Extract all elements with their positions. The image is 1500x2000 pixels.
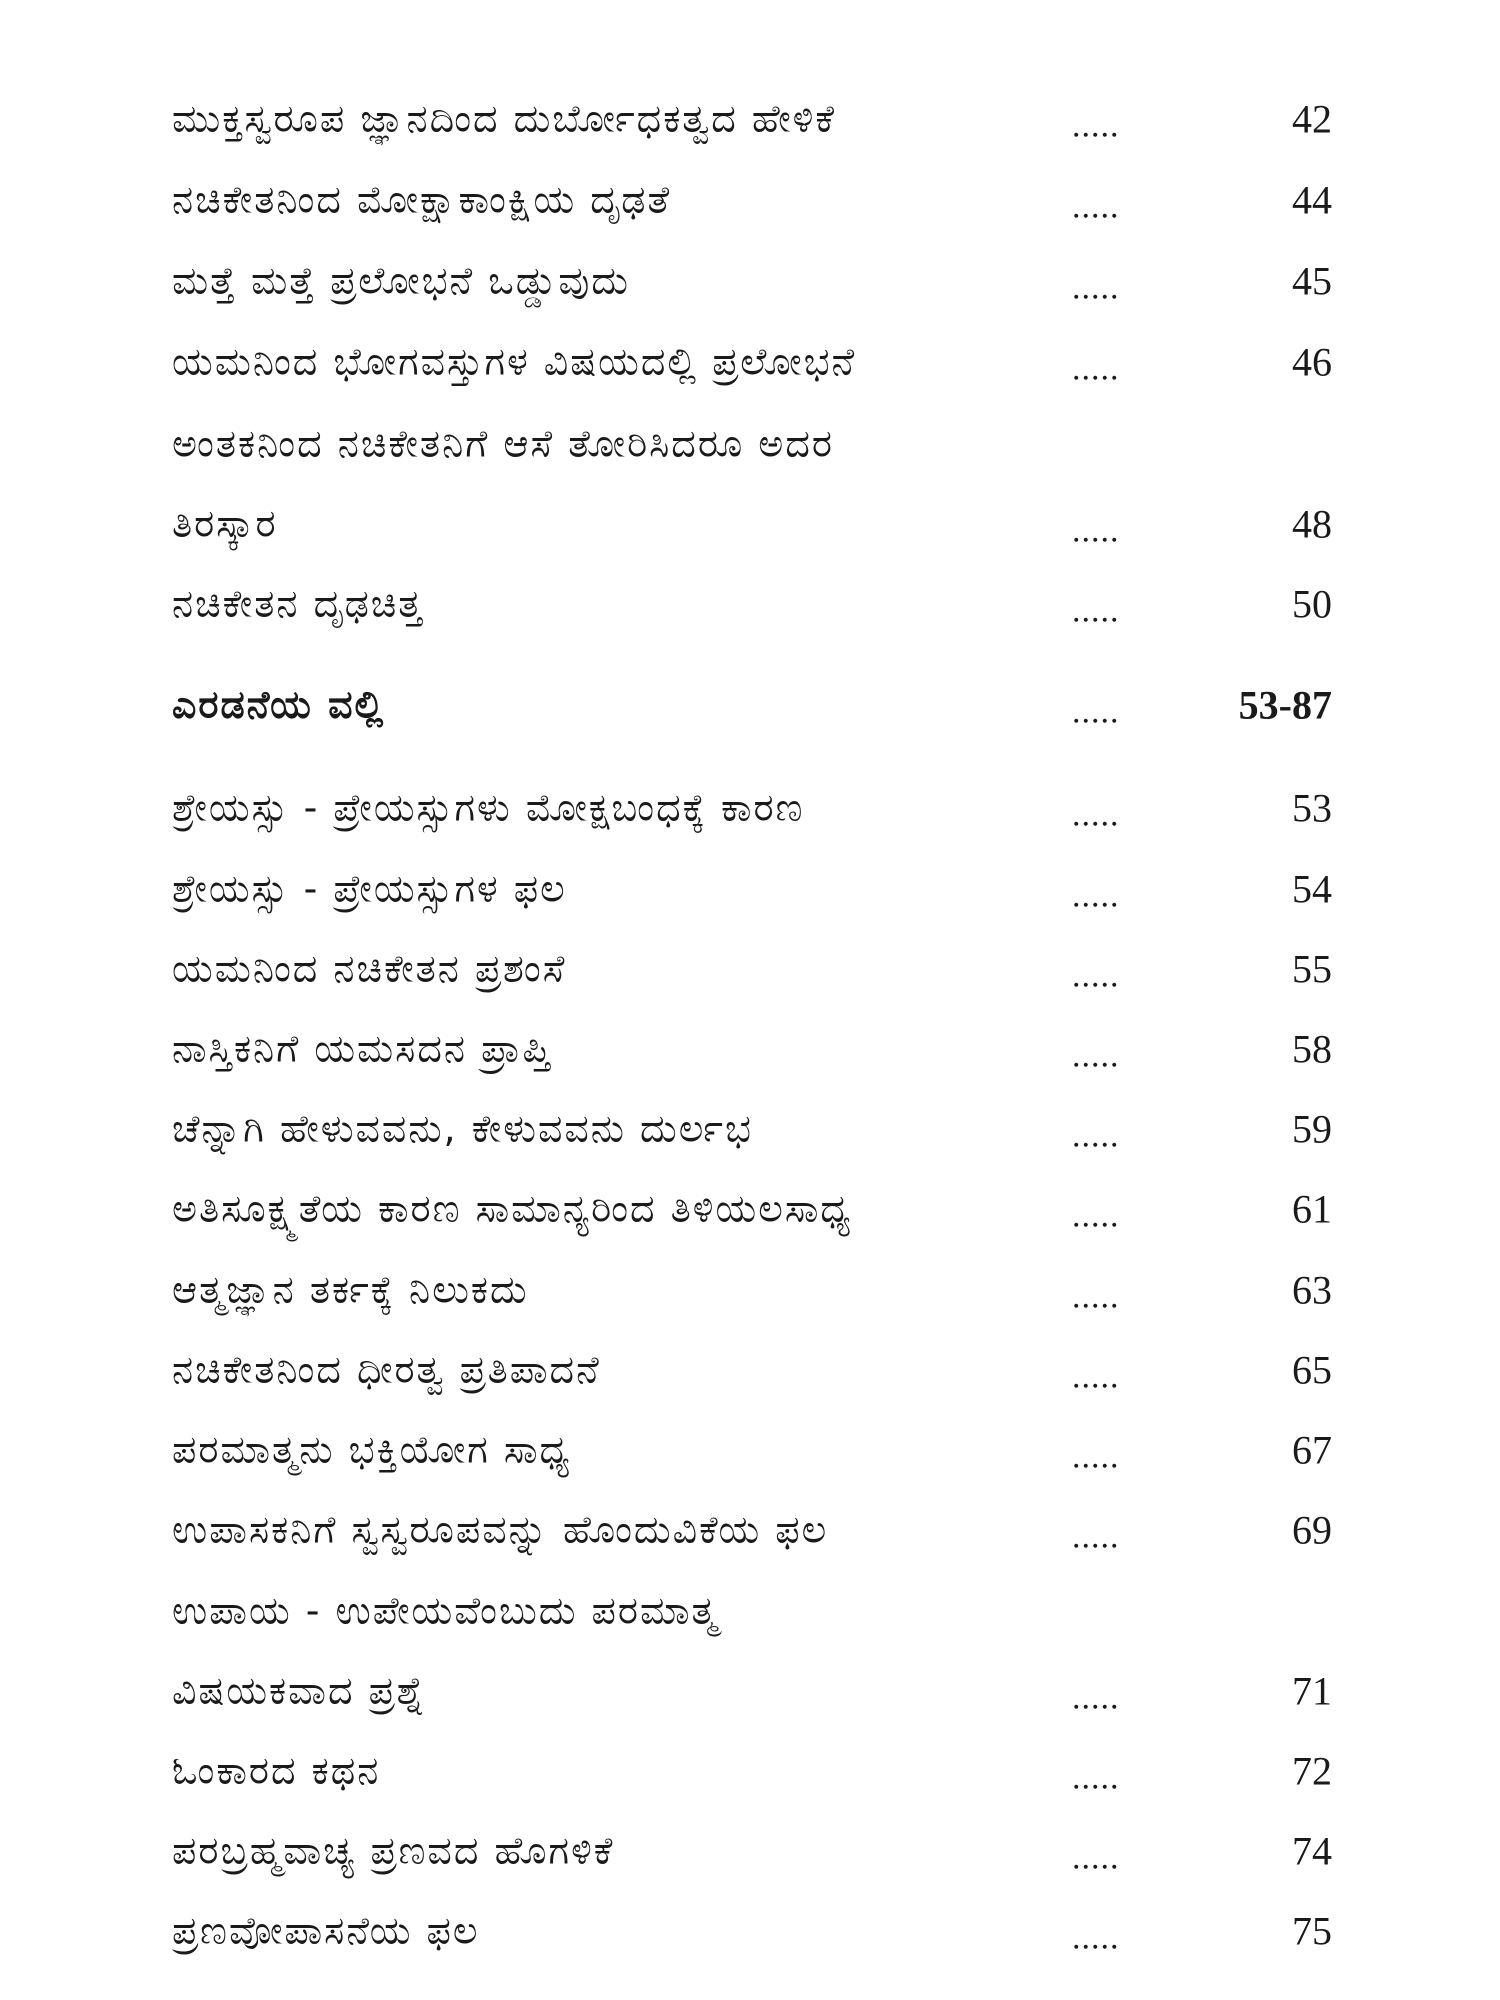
toc-dot-leader: ..... [1072,957,1120,995]
toc-entry [0,1731,1500,1811]
toc-entry-title: ಚೆನ್ನಾಗಿ ಹೇಳುವವನು, ಕೇಳುವವನು ದುರ್ಲಭ [172,1106,753,1151]
toc-dot-leader: ..... [1072,512,1120,550]
toc-section-heading [0,665,1500,745]
toc-entry-title: ಮುಕ್ತಸ್ವರೂಪ ಜ್ಞಾನದಿಂದ ದುರ್ಬೋಧಕತ್ವದ ಹೇಳಿಕೆ [172,96,837,141]
toc-entry-title: ಮತ್ತೆ ಮತ್ತೆ ಪ್ರಲೋಭನೆ ಒಡ್ಡುವುದು [172,258,630,303]
toc-dot-leader: ..... [1072,350,1120,388]
toc-entry-title: ನಚಿಕೇತನ ದೃಢಚಿತ್ತ [172,581,424,626]
toc-dot-leader: ..... [1072,1117,1120,1155]
toc-entry-title: ಉಪಾಯ - ಉಪೇಯವೆಂಬುದು ಪರಮಾತ್ಮ [172,1588,719,1633]
toc-dot-leader: ..... [1072,796,1120,834]
toc-entry-title: ಪರಮಾತ್ಮನು ಭಕ್ತಿಯೋಗ ಸಾಧ್ಯ [172,1427,572,1472]
toc-entry [0,1330,1500,1410]
toc-page-number: 67 [1292,1427,1332,1473]
toc-entry [0,1169,1500,1249]
toc-entry-title: ಎರಡನೆಯ ವಲ್ಲಿ [172,682,386,727]
toc-page-number: 45 [1292,258,1332,304]
toc-entry-title: ಶ್ರೇಯಸ್ಸು - ಪ್ರೇಯಸ್ಸುಗಳು ಮೋಕ್ಷಬಂಧಕ್ಕೆ ಕಾರಣ [172,785,805,830]
toc-entry [0,1490,1500,1570]
toc-page-number: 58 [1292,1026,1332,1072]
toc-entry [0,1651,1500,1731]
toc-entry-title: ಅಂತಕನಿಂದ ನಚಿಕೇತನಿಗೆ ಆಸೆ ತೋರಿಸಿದರೂ ಅದರ [172,421,834,466]
toc-page-number: 74 [1292,1828,1332,1874]
toc-entry [0,79,1500,159]
toc-page-number: 65 [1292,1347,1332,1393]
toc-entry-title: ನಾಸ್ತಿಕನಿಗೆ ಯಮಸದನ ಪ್ರಾಪ್ತಿ [172,1026,553,1071]
toc-entry [0,1571,1500,1651]
toc-entry-title: ಯಮನಿಂದ ಭೋಗವಸ್ತುಗಳ ವಿಷಯದಲ್ಲಿ ಪ್ರಲೋಭನೆ [172,339,857,384]
toc-dot-leader: ..... [1072,1679,1120,1717]
toc-page-number: 53 [1292,785,1332,831]
toc-entry [0,849,1500,929]
toc-page-number: 44 [1292,177,1332,223]
toc-dot-leader: ..... [1072,107,1120,145]
toc-entry-title: ಅತಿಸೂಕ್ಷ್ಮತೆಯ ಕಾರಣ ಸಾಮಾನ್ಯರಿಂದ ತಿಳಿಯಲಸಾಧ್ಯ [172,1186,853,1231]
toc-dot-leader: ..... [1072,269,1120,307]
toc-entry-title: ಆತ್ಮಜ್ಞಾನ ತರ್ಕಕ್ಕೆ ನಿಲುಕದು [172,1267,529,1312]
toc-dot-leader: ..... [1072,1839,1120,1877]
toc-page-number: 42 [1292,96,1332,142]
toc-page-number: 48 [1292,501,1332,547]
toc-entry [0,404,1500,484]
toc-dot-leader: ..... [1072,188,1120,226]
toc-dot-leader: ..... [1072,1438,1120,1476]
toc-dot-leader: ..... [1072,877,1120,915]
toc-entry [0,1811,1500,1891]
toc-entry [0,1250,1500,1330]
toc-dot-leader: ..... [1072,1759,1120,1797]
toc-entry [0,1410,1500,1490]
toc-page-number: 72 [1292,1748,1332,1794]
toc-page-number: 61 [1292,1186,1332,1232]
toc-page-number: 46 [1292,339,1332,385]
toc-entry [0,564,1500,644]
toc-page-number: 69 [1292,1507,1332,1553]
toc-entry-title: ಓಂಕಾರದ ಕಥನ [172,1748,381,1793]
toc-entry [0,1009,1500,1089]
toc-entry [0,929,1500,1009]
toc-page-number: 55 [1292,946,1332,992]
toc-entry [0,1891,1500,1971]
toc-entry [0,484,1500,564]
toc-entry-title: ನಚಿಕೇತನಿಂದ ಮೋಕ್ಷಾಕಾಂಕ್ಷಿಯ ದೃಢತೆ [172,177,672,222]
toc-entry-title: ಶ್ರೇಯಸ್ಸು - ಪ್ರೇಯಸ್ಸುಗಳ ಫಲ [172,866,567,911]
toc-entry-title: ಪರಬ್ರಹ್ಮವಾಚ್ಯ ಪ್ರಣವದ ಹೊಗಳಿಕೆ [172,1828,615,1873]
toc-entry-title: ಪ್ರಣವೋಪಾಸನೆಯ ಫಲ [172,1908,480,1953]
toc-dot-leader: ..... [1072,693,1120,731]
toc-entry [0,160,1500,240]
toc-entry-title: ಯಮನಿಂದ ನಚಿಕೇತನ ಪ್ರಶಂಸೆ [172,946,567,991]
toc-dot-leader: ..... [1072,1197,1120,1235]
toc-page-number: 53-87 [1238,682,1332,728]
toc-dot-leader: ..... [1072,592,1120,630]
toc-entry [0,241,1500,321]
toc-entry [0,322,1500,402]
toc-page-number: 75 [1292,1908,1332,1954]
toc-dot-leader: ..... [1072,1278,1120,1316]
toc-dot-leader: ..... [1072,1358,1120,1396]
toc-entry [0,768,1500,848]
toc-dot-leader: ..... [1072,1518,1120,1556]
toc-page-number: 71 [1292,1668,1332,1714]
toc-entry-title: ಉಪಾಸಕನಿಗೆ ಸ್ವಸ್ವರೂಪವನ್ನು ಹೊಂದುವಿಕೆಯ ಫಲ [172,1507,829,1552]
toc-dot-leader: ..... [1072,1037,1120,1075]
toc-entry-title: ವಿಷಯಕವಾದ ಪ್ರಶ್ನೆ [172,1668,427,1713]
toc-page-number: 50 [1292,581,1332,627]
toc-entry-title: ನಚಿಕೇತನಿಂದ ಧೀರತ್ವ ಪ್ರತಿಪಾದನೆ [172,1347,601,1392]
toc-page-number: 54 [1292,866,1332,912]
toc-entry-title: ತಿರಸ್ಕಾರ [172,501,278,546]
toc-page-number: 59 [1292,1106,1332,1152]
toc-page-number: 63 [1292,1267,1332,1313]
toc-entry [0,1089,1500,1169]
toc-dot-leader: ..... [1072,1919,1120,1957]
